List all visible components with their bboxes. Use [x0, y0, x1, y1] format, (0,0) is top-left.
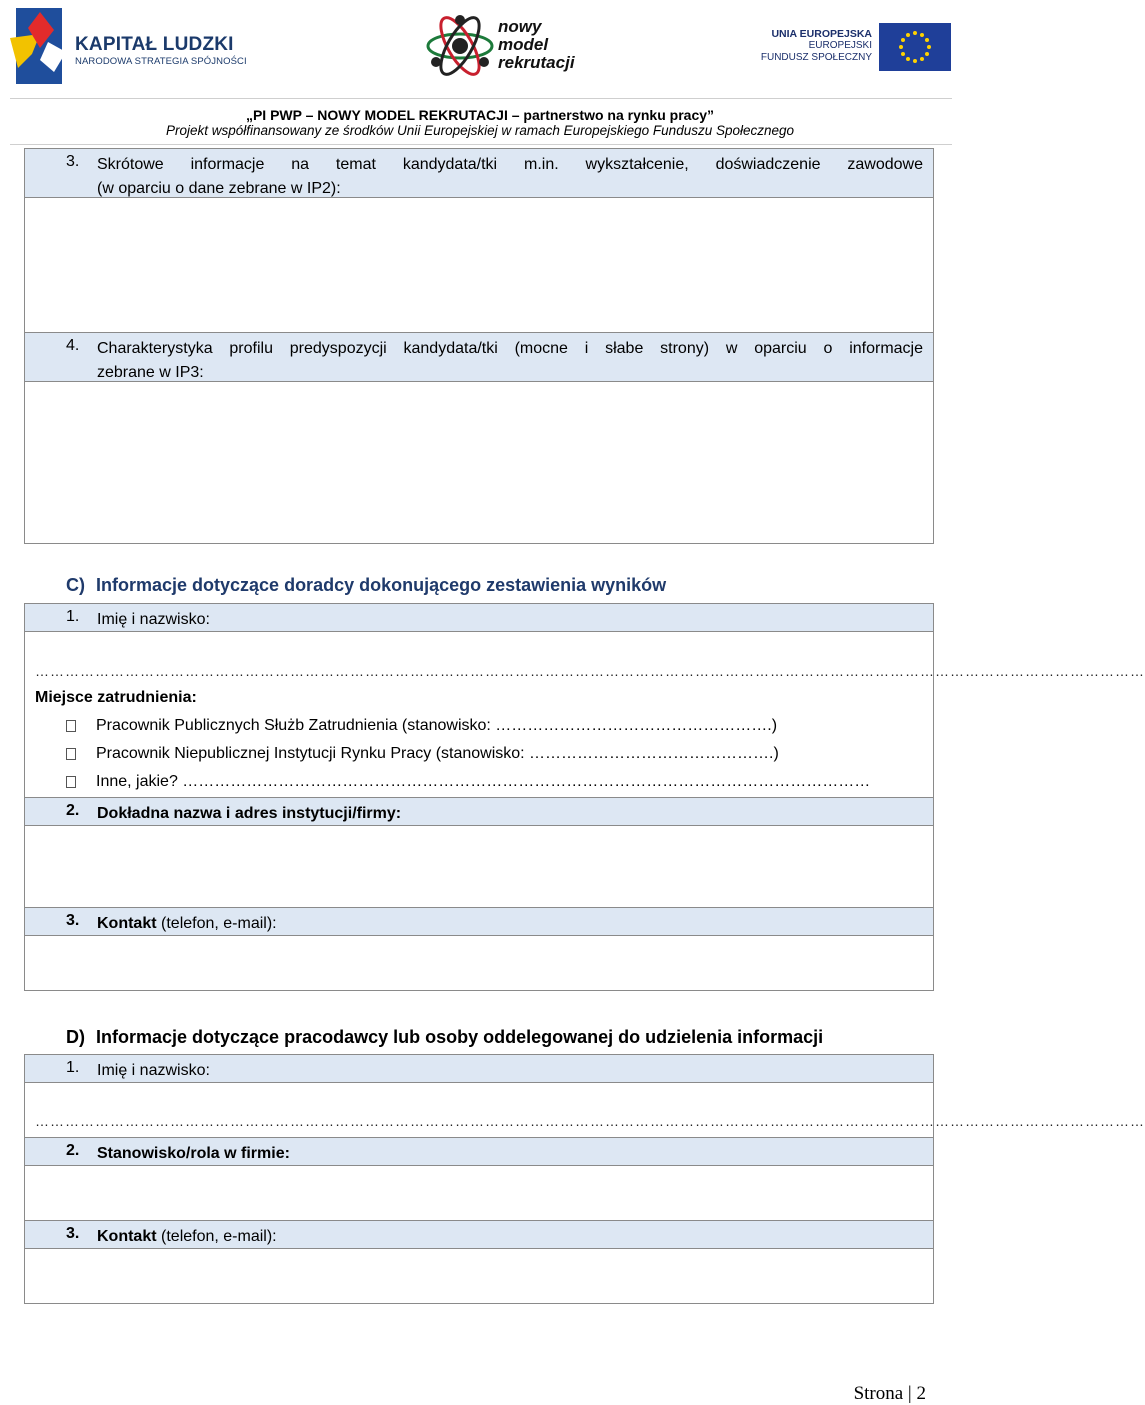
c-contact-header: 3. Kontakt (telefon, e-mail): [24, 907, 934, 936]
workplace-label: Miejsce zatrudnienia: [35, 689, 197, 706]
checkbox-public-employment[interactable] [66, 720, 76, 732]
c-institution-answer-field[interactable] [25, 825, 933, 908]
page-header [0, 0, 960, 150]
question-number: 3. [66, 153, 80, 170]
question-3-header [24, 148, 934, 198]
kapital-ludzki-subtitle: NARODOWA STRATEGIA SPÓJNOŚCI [75, 56, 247, 67]
header-divider [10, 98, 952, 99]
checkbox-other[interactable] [66, 776, 76, 788]
question-4-label: Charakterystyka profilu predyspozycji kandydata/tki (mocne i słabe strony) w oparciu o informacje [97, 340, 923, 357]
c-name-header: 1. Imię i nazwisko: [24, 603, 934, 632]
d-name-header: 1. Imię i nazwisko: [24, 1054, 934, 1083]
c-contact-answer-field[interactable] [24, 935, 934, 991]
d-contact-label: Kontakt [97, 1228, 157, 1245]
eu-flag-icon [879, 23, 951, 71]
option-other[interactable]: Inne, jakie? ………………………………………………………………………………………………………………… [96, 773, 871, 790]
project-subtitle: Projekt współfinansowany ze środków Unii Europejskiej w ramach Europejskiego Funduszu Społecznego [165, 123, 795, 138]
page-number: Strona | 2 [853, 1383, 926, 1404]
kapital-ludzki-logo-icon [10, 8, 70, 84]
question-3-answer-field[interactable] [24, 197, 934, 333]
c-institution-header: 2. Dokładna nazwa i adres instytucji/firmy: [24, 797, 934, 826]
c-institution-label: Dokładna nazwa i adres instytucji/firmy: [97, 805, 402, 822]
question-4-answer-field[interactable] [24, 381, 934, 544]
checkbox-private-institution[interactable] [66, 748, 76, 760]
kapital-ludzki-title: KAPITAŁ LUDZKI [75, 34, 234, 55]
question-number: 4. [66, 337, 80, 354]
d-name-label: Imię i nazwisko: [97, 1062, 210, 1079]
nowy-model-rekrutacji-logo: nowy model rekrutacji [498, 17, 575, 72]
atom-logo-icon [424, 12, 496, 80]
d-role-answer-field[interactable] [24, 1165, 934, 1221]
c-contact-label: Kontakt [97, 915, 157, 932]
c-name-label: Imię i nazwisko: [97, 611, 210, 628]
option-public-employment[interactable]: Pracownik Publicznych Służb Zatrudnienia (stanowisko: …………………………………………….) [96, 717, 778, 734]
d-role-label: Stanowisko/rola w firmie: [97, 1145, 290, 1162]
section-d-title: D) Informacje dotyczące pracodawcy lub osoby oddelegowanej do udzielenia informacji [66, 1027, 824, 1047]
option-private-institution[interactable]: Pracownik Niepublicznej Instytucji Rynku Pracy (stanowisko: ……………………………………….) [96, 745, 779, 762]
section-c-title: C) Informacje dotyczące doradcy dokonującego zestawienia wyników [66, 575, 667, 595]
d-role-header: 2. Stanowisko/rola w firmie: [24, 1137, 934, 1166]
project-title: „PI PWP – NOWY MODEL REKRUTACJI – partnerstwo na rynku pracy” [245, 107, 715, 123]
question-3-label-cont: (w oparciu o dane zebrane w IP2): [97, 180, 341, 197]
question-4-header [24, 332, 934, 382]
question-3-label: Skrótowe informacje na temat kandydata/tki m.in. wykształcenie, doświadczenie zawodowe [97, 156, 923, 173]
question-4-label-cont: zebrane w IP3: [97, 364, 204, 381]
d-contact-answer-field[interactable] [24, 1248, 934, 1304]
eu-label: UNIA EUROPEJSKA EUROPEJSKI FUNDUSZ SPOŁECZNY [760, 28, 872, 63]
d-name-input[interactable]: …………………………………………………………………………………………………………………………………………………………………………………………………… [35, 1113, 1145, 1129]
header-divider [10, 144, 952, 145]
d-contact-header: 3. Kontakt (telefon, e-mail): [24, 1220, 934, 1249]
c-name-input[interactable]: …………………………………………………………………………………………………………………………………………………………………………………………………… [35, 663, 1145, 679]
